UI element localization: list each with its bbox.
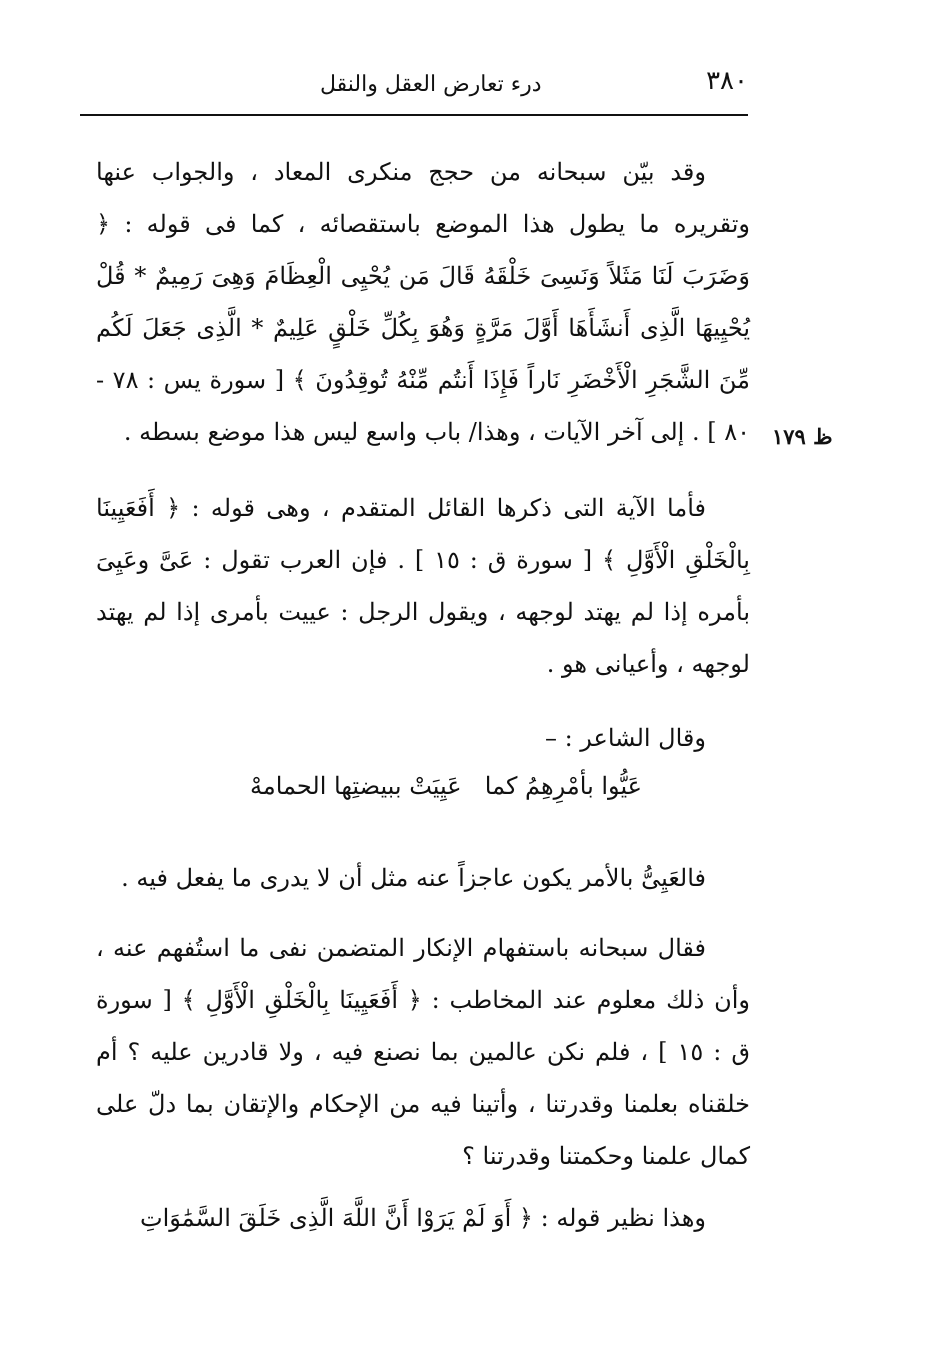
paragraph-2-text: فأما الآية التى ذكرها القائل المتقدم ، وهى قوله : ﴿ أَفَعَيِينَا بِالْخَلْقِ الْأَوَّلِ ﴾ [ سورة ق : ١٥ ] . فإن العرب تقول : عَىَّ وعَيِىَ بأمره إذا لم يهتد لوجهه ، ويقول الرجل : عييت بأمرى إذا لم يهتد لوجهه ، وأعيانى هو . bbox=[96, 494, 750, 678]
margin-folio-note: ظ ١٧٩ bbox=[772, 424, 833, 449]
paragraph-1 bbox=[96, 146, 750, 458]
paragraph-4 bbox=[96, 852, 750, 904]
poetry-verse bbox=[200, 768, 760, 820]
paragraph-6 bbox=[96, 1192, 750, 1244]
verse-second-hemistich: عَيِيَتْ ببيضتِها الحمامهْ bbox=[250, 772, 462, 800]
running-title: درء تعارض العقل والنقل bbox=[320, 72, 542, 97]
paragraph-3 bbox=[96, 712, 750, 764]
paragraph-2 bbox=[96, 482, 750, 690]
page-header bbox=[80, 58, 748, 116]
paragraph-5 bbox=[96, 922, 750, 1182]
poet-intro-text: وقال الشاعر : – bbox=[544, 724, 706, 752]
paragraph-1-text: وقد بيّن سبحانه من حجج منكرى المعاد ، والجواب عنها وتقريره ما يطول هذا الموضع باستقصائه ، كما فى قوله : ﴿ وَضَرَبَ لَنَا مَثَلاً وَنَسِىَ خَلْقَهُ قَالَ مَن يُحْيِى الْعِظَامَ وَهِىَ رَمِيمٌ * قُلْ يُحْيِيهَا الَّذِى أَنشَأَهَا أَوَّلَ مَرَّةٍ وَهُوَ بِكُلِّ خَلْقٍ عَلِيمٌ * الَّذِى جَعَلَ لَكُم مِّنَ الشَّجَرِ الْأَخْضَرِ نَاراً فَإِذَا أَنتُم مِّنْهُ تُوقِدُونَ ﴾ [ سورة يس : ٧٨ - ٨٠ ] . إلى آخر الآيات ، وهذا/ باب واسع ليس هذا موضع بسطه . bbox=[96, 158, 750, 446]
paragraph-5-text: فقال سبحانه باستفهام الإنكار المتضمن نفى ما استُفهم عنه ، وأن ذلك معلوم عند المخاطب : ﴿ أَفَعَيِينَا بِالْخَلْقِ الْأَوَّلِ ﴾ [ سورة ق : ١٥ ] ، فلم نكن عالمين بما نصنع فيه ، ولا قادرين عليه ؟ أم خلقناه بعلمنا وقدرتنا ، وأتينا فيه من الإحكام والإتقان بما دلّ على كمال علمنا وحكمتنا وقدرتنا ؟ bbox=[96, 934, 750, 1170]
paragraph-6-text: وهذا نظير قوله : ﴿ أَوَ لَمْ يَرَوْا أَنَّ اللَّهَ الَّذِى خَلَقَ السَّمَٰوَاتِ bbox=[139, 1204, 706, 1232]
verse-first-hemistich: عَيُّوا بأمْرِهِمُ كما bbox=[484, 772, 642, 800]
paragraph-4-text: فالعَيِىُّ بالأمر يكون عاجزاً عنه مثل أن لا يدرى ما يفعل فيه . bbox=[121, 864, 706, 892]
page-number: ٣٨٠ bbox=[706, 66, 748, 96]
